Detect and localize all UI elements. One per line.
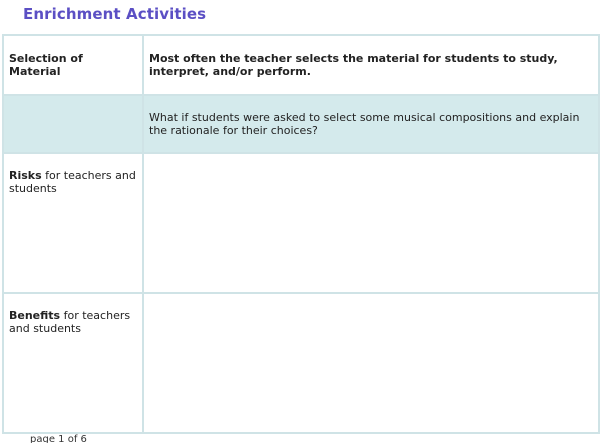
header-label-cell — [3, 35, 143, 95]
risks-answer-cell[interactable] — [143, 153, 599, 293]
risks-label-rest: for teachers and students — [9, 169, 136, 195]
header-label: Selection of Material — [9, 52, 83, 78]
page-number: page 1 of 6 — [30, 434, 87, 443]
header-text-cell — [143, 35, 599, 95]
risks-row — [3, 153, 599, 293]
benefits-row — [3, 293, 599, 433]
benefits-label-bold: Benefits — [9, 309, 61, 322]
question-cell — [143, 95, 599, 153]
benefits-answer-cell[interactable] — [143, 293, 599, 433]
risks-label — [4, 154, 142, 195]
question-empty-cell — [3, 95, 143, 153]
header-text: Most often the teacher selects the material for students to study, interpret, and/or perform. — [149, 52, 558, 78]
benefits-label-rest: for teachers and students — [9, 309, 131, 335]
benefits-label-cell — [3, 293, 143, 433]
page-title: Enrichment Activities — [23, 5, 207, 23]
question-row — [3, 95, 599, 153]
benefits-label — [4, 294, 142, 335]
question-text: What if students were asked to select some musical compositions and explain the rationale for their choices? — [149, 111, 580, 137]
risks-label-cell — [3, 153, 143, 293]
risks-label-bold: Risks — [9, 169, 42, 182]
enrichment-table — [2, 34, 600, 434]
table-header-row — [3, 35, 599, 95]
